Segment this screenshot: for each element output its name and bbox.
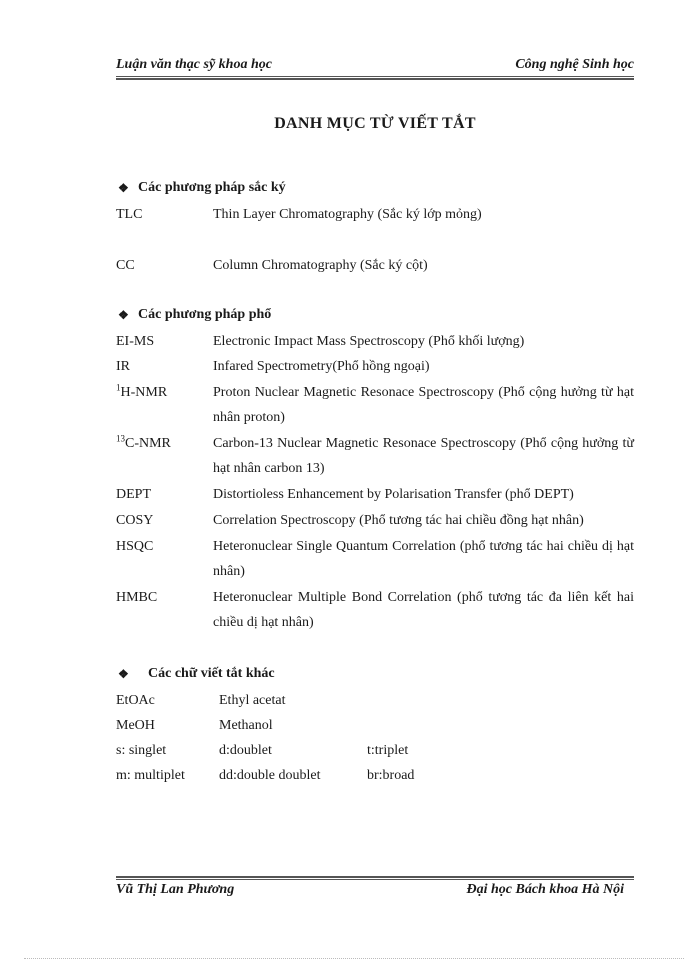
header-rule: [116, 76, 634, 80]
abbr-row: [116, 329, 634, 354]
abbr-term: [116, 380, 167, 405]
section-heading-text: Các phương pháp phổ: [138, 307, 272, 322]
abbr-description: Methanol: [219, 718, 273, 733]
abbr-term: [116, 431, 171, 456]
page-header: [116, 57, 634, 73]
footer-university: Đại học Bách khoa Hà Nội: [466, 882, 624, 897]
abbr-term-text: C-NMR: [125, 436, 171, 451]
abbr-description: Correlation Spectroscopy (Phổ tương tác hai chiều đồng hạt nhân): [213, 513, 584, 528]
diamond-bullet-icon: ❖: [118, 180, 129, 195]
abbr-description: Electronic Impact Mass Spectroscopy (Phổ khối lượng): [213, 334, 525, 349]
section-heading-other: [118, 666, 275, 682]
multiplicity-term: s: singlet: [116, 743, 167, 758]
page-title: DANH MỤC TỪ VIẾT TẮT: [274, 115, 476, 132]
abbr-description: Proton Nuclear Magnetic Resonace Spectroscopy (Phổ cộng hưởng từ hạt nhân proton): [213, 385, 634, 425]
abbr-term: HMBC: [116, 590, 158, 605]
abbr-description: Heteronuclear Single Quantum Correlation (phổ tương tác hai chiều dị hạt nhân): [213, 539, 634, 579]
header-thesis-type: Luận văn thạc sỹ khoa học: [116, 57, 272, 72]
abbr-description: Column Chromatography (Sắc ký cột): [213, 258, 428, 273]
abbr-row: [116, 585, 634, 635]
footer-author: Vũ Thị Lan Phương: [116, 882, 235, 897]
diamond-bullet-icon: ❖: [118, 666, 129, 681]
abbr-term: HSQC: [116, 539, 154, 554]
abbr-term-text: H-NMR: [120, 385, 168, 400]
abbr-row: [116, 482, 634, 507]
isotope-superscript: 13: [116, 433, 125, 444]
abbr-term: DEPT: [116, 487, 151, 502]
abbr-term: CC: [116, 258, 135, 273]
abbr-row: [116, 202, 634, 227]
abbr-description: Ethyl acetat: [219, 693, 286, 708]
section-heading-text: Các chữ viết tắt khác: [148, 666, 275, 681]
abbr-term: TLC: [116, 207, 143, 222]
footer-rule: [116, 876, 634, 880]
abbr-row: [116, 431, 634, 481]
multiplicity-term: m: multiplet: [116, 768, 185, 783]
abbr-description: Distortioless Enhancement by Polarisation Transfer (phổ DEPT): [213, 487, 574, 502]
abbr-row: [116, 508, 634, 533]
multiplicity-term: br:broad: [367, 768, 415, 783]
section-heading-text: Các phương pháp sắc ký: [138, 180, 286, 195]
multiplicity-term: d:doublet: [219, 743, 272, 758]
abbr-term: EtOAc: [116, 693, 155, 708]
abbr-term: MeOH: [116, 718, 155, 733]
abbr-description: Carbon-13 Nuclear Magnetic Resonace Spectroscopy (Phổ cộng hưởng từ hạt nhân carbon 13): [213, 436, 634, 476]
abbr-description: Infared Spectrometry(Phổ hồng ngoại): [213, 359, 430, 374]
page-footer: [116, 882, 634, 898]
abbr-row: [116, 380, 634, 430]
section-heading-chromatography: [118, 180, 286, 196]
header-field: Công nghệ Sinh học: [515, 57, 634, 72]
page-edge-divider: [24, 958, 684, 959]
abbr-row: [116, 253, 634, 278]
multiplicity-term: t:triplet: [367, 743, 409, 758]
abbr-row: [116, 354, 634, 379]
abbr-term: COSY: [116, 513, 154, 528]
abbr-row: [116, 534, 634, 584]
section-heading-spectroscopy: [118, 307, 271, 323]
isotope-superscript: 1: [116, 382, 121, 393]
diamond-bullet-icon: ❖: [118, 307, 129, 322]
abbr-term: EI-MS: [116, 334, 155, 349]
abbr-term: IR: [116, 359, 130, 374]
multiplicity-term: dd:double doublet: [219, 768, 321, 783]
abbr-description: Thin Layer Chromatography (Sắc ký lớp mỏng): [213, 207, 482, 222]
abbr-description: Heteronuclear Multiple Bond Correlation (phổ tương tác đa liên kết hai chiều dị hạt nhân): [213, 590, 634, 630]
